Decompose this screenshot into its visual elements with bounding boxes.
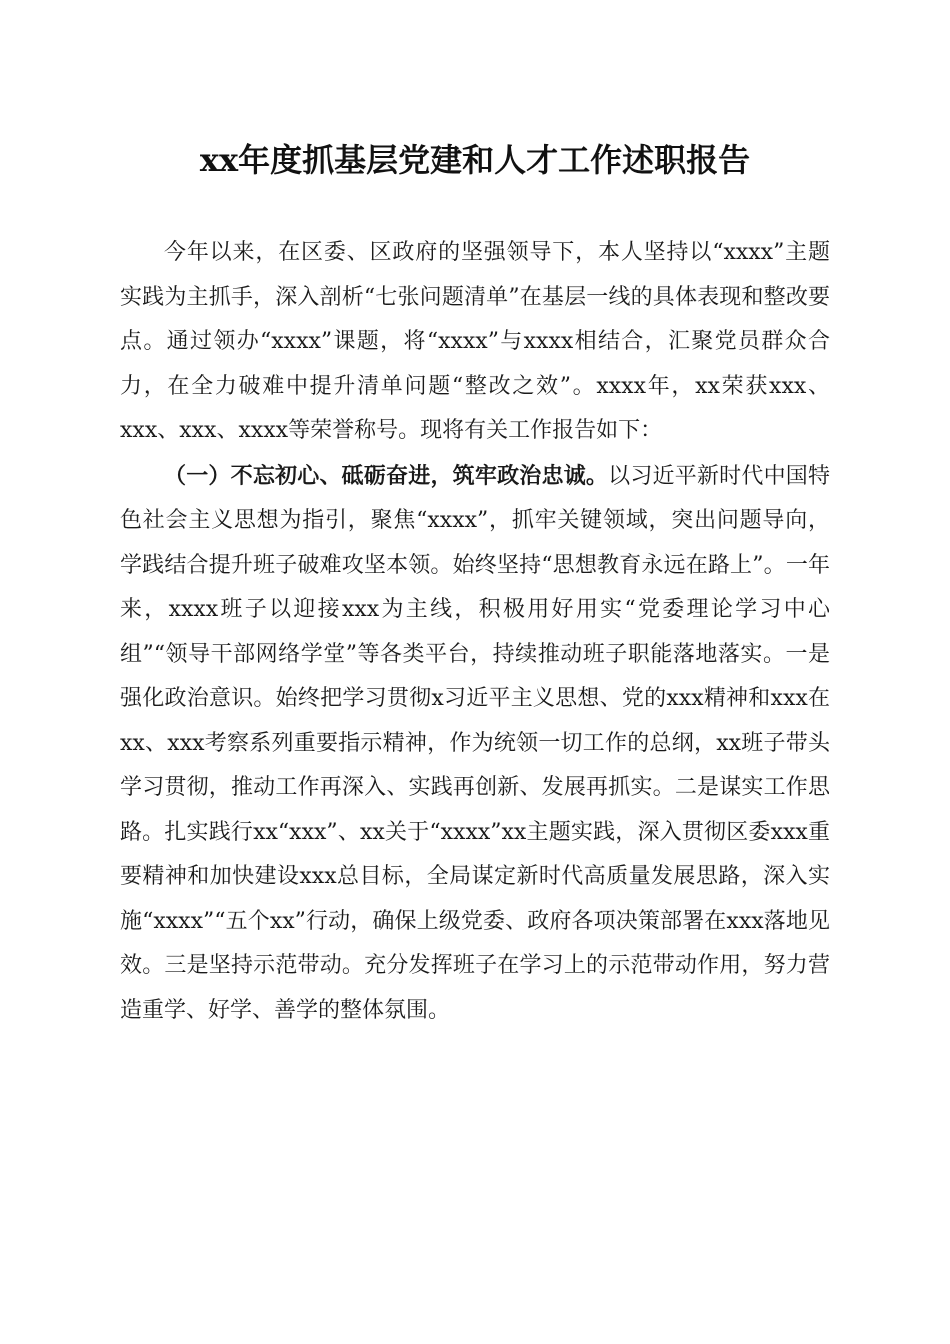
document-body [120, 230, 830, 1033]
paragraph-intro [120, 230, 830, 454]
document-title: xx年度抓基层党建和人才工作述职报告 [199, 141, 751, 179]
paragraph-section-1 [120, 454, 830, 1034]
paragraph-text: 以习近平新时代中国特色社会主义思想为指引，聚焦“xxxx”，抓牢关键领域，突出问题导向，学践结合提升班子破难攻坚本领。始终坚持“思想教育永远在路上”。一年来，xxxx班子以迎接xxx为主线，积极用好用实“党委理论学习中心组”“领导干部网络学堂”等各类平台，持续推动班子职能落地落实。一是强化政治意识。始终把学习贯彻x习近平主义思想、党的xxx精神和xxx在xx、xxx考察系列重要指示精神，作为统领一切工作的总纲，xx班子带头学习贯彻，推动工作再深入、实践再创新、发展再抓实。二是谋实工作思路。扎实践行xx“xxx”、xx关于“xxxx”xx主题实践，深入贯彻区委xxx重要精神和加快建设xxx总目标，全局谋定新时代高质量发展思路，深入实施“xxxx”“五个xx”行动，确保上级党委、政府各项决策部署在xxx落地见效。三是坚持示范带动。充分发挥班子在学习上的示范带动作用，努力营造重学、好学、善学的整体氛围。 [120, 463, 830, 1023]
section-heading: （一）不忘初心、砥砺奋进，筑牢政治忠诚。 [164, 462, 609, 489]
paragraph-text: 今年以来，在区委、区政府的坚强领导下，本人坚持以“xxxx”主题实践为主抓手，深入剖析“七张问题清单”在基层一线的具体表现和整改要点。通过领办“xxxx”课题，将“xxxx”与xxxx相结合，汇聚党员群众合力，在全力破难中提升清单问题“整改之效”。xxxx年，xx荣获xxx、xxx、xxx、xxxx等荣誉称号。现将有关工作报告如下： [120, 240, 830, 443]
